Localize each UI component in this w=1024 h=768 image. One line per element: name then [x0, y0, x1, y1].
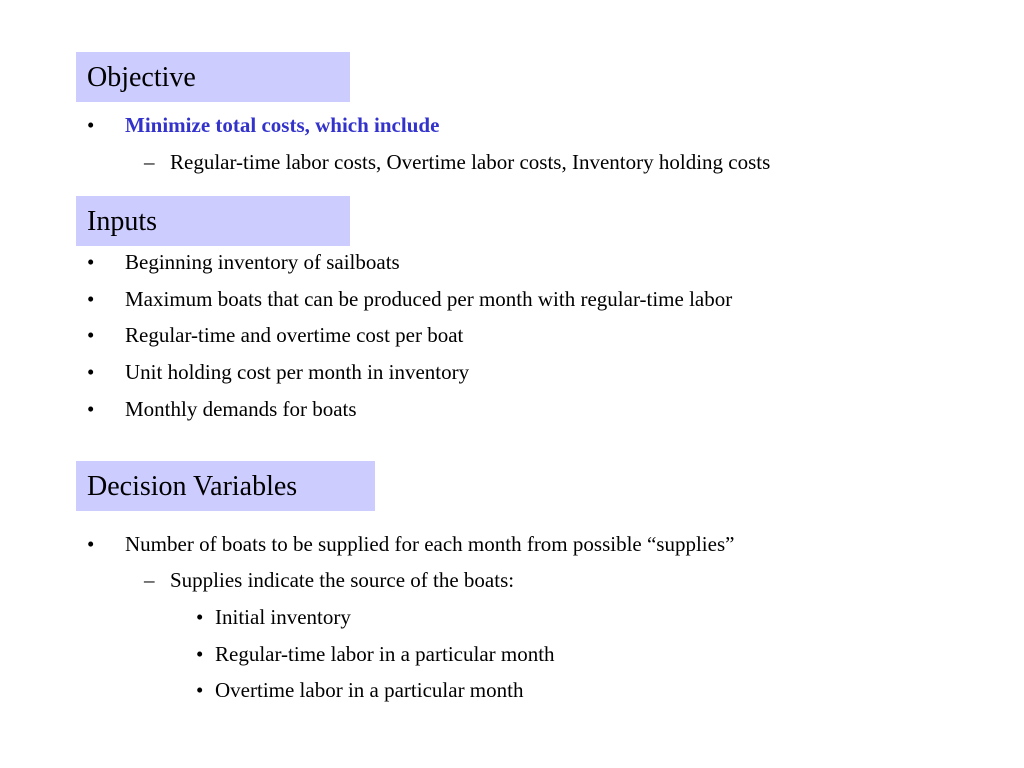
dash-marker: – — [144, 568, 155, 592]
inputs-heading: Inputs — [87, 206, 157, 237]
bullet-marker: • — [87, 397, 95, 421]
bullet-marker: • — [87, 360, 95, 384]
decision-sub: Supplies indicate the source of the boats: — [170, 568, 515, 592]
inputs-item: Maximum boats that can be produced per month with regular-time labor — [125, 287, 733, 311]
objective-bullet: Minimize total costs, which include — [125, 113, 440, 137]
decision-subsub-item: Regular-time labor in a particular month — [215, 642, 555, 666]
bullet-marker: • — [196, 642, 204, 666]
decision-subsub-item: Initial inventory — [215, 605, 351, 629]
bullet-marker: • — [87, 113, 95, 137]
inputs-heading-box — [76, 196, 350, 246]
decision-subsub-item: Overtime labor in a particular month — [215, 678, 524, 702]
bullet-marker: • — [87, 532, 95, 556]
inputs-item: Beginning inventory of sailboats — [125, 250, 400, 274]
decision-heading-box — [76, 461, 375, 511]
inputs-item: Regular-time and overtime cost per boat — [125, 323, 464, 347]
bullet-marker: • — [196, 678, 204, 702]
decision-heading: Decision Variables — [87, 471, 298, 502]
decision-bullet: Number of boats to be supplied for each month from possible “supplies” — [125, 532, 735, 556]
objective-sub: Regular-time labor costs, Overtime labor costs, Inventory holding costs — [170, 150, 771, 174]
inputs-item: Unit holding cost per month in inventory — [125, 360, 470, 384]
dash-marker: – — [144, 150, 155, 174]
bullet-marker: • — [87, 287, 95, 311]
inputs-item: Monthly demands for boats — [125, 397, 357, 421]
bullet-marker: • — [87, 323, 95, 347]
bullet-marker: • — [87, 250, 95, 274]
objective-heading-box — [76, 52, 350, 102]
objective-heading: Objective — [87, 62, 196, 93]
bullet-marker: • — [196, 605, 204, 629]
